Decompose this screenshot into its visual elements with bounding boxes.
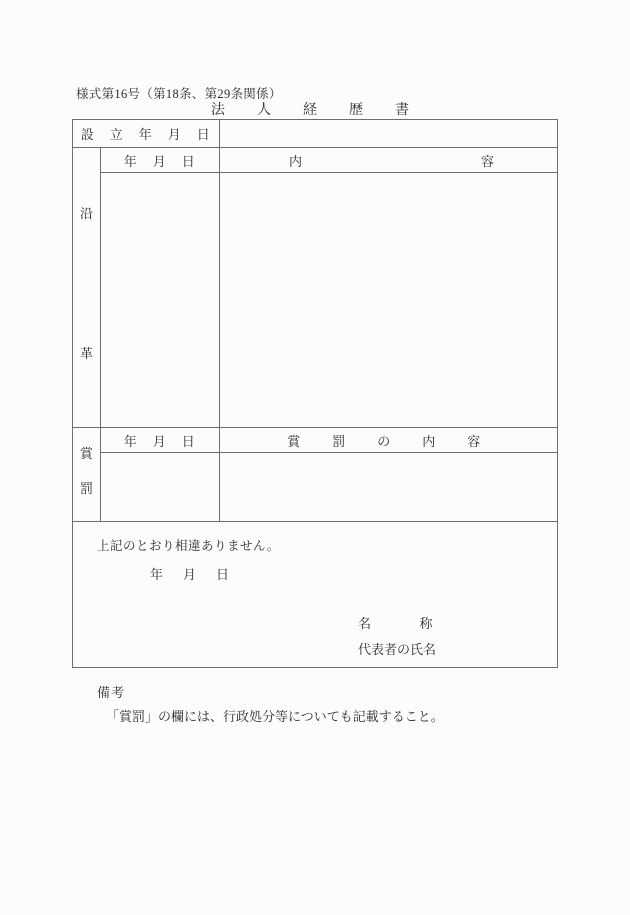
history-date-value-cell bbox=[101, 173, 220, 428]
rewards-content-value-cell bbox=[220, 453, 557, 522]
establishment-date-label: 設 立 年 月 日 bbox=[73, 120, 220, 148]
representative-name-label: 代表者の氏名 bbox=[358, 642, 437, 657]
establishment-date-value-cell bbox=[220, 120, 557, 148]
corporate-history-form-table bbox=[72, 119, 558, 668]
page-title: 法 人 経 歴 書 bbox=[211, 103, 418, 118]
rewards-label-char-2: 罰 bbox=[79, 481, 93, 496]
form-number: 様式第16号（第18条、第29条関係） bbox=[76, 87, 282, 101]
history-content-header-left: 内 bbox=[289, 153, 303, 169]
history-content-header-right: 容 bbox=[480, 153, 494, 169]
history-section-label bbox=[73, 148, 101, 428]
attestation-date-line: 年 月 日 bbox=[150, 567, 233, 582]
history-date-header: 年 月 日 bbox=[101, 148, 220, 173]
history-label-char-1: 沿 bbox=[79, 206, 93, 221]
history-content-header bbox=[220, 148, 557, 173]
history-label-char-2: 革 bbox=[79, 346, 93, 361]
rewards-punishments-section-label bbox=[73, 428, 101, 522]
rewards-date-value-cell bbox=[101, 453, 220, 522]
company-name-label: 名 称 bbox=[358, 616, 441, 631]
rewards-label-char-1: 賞 bbox=[79, 446, 93, 461]
rewards-date-header: 年 月 日 bbox=[101, 428, 220, 453]
history-content-value-cell bbox=[220, 173, 557, 428]
attestation-section bbox=[73, 522, 557, 667]
rewards-content-header: 賞 罰 の 内 容 bbox=[220, 428, 557, 453]
attestation-declaration: 上記のとおり相違ありません。 bbox=[97, 539, 280, 553]
note-item: 「賞罰」の欄には、行政処分等についても記載すること。 bbox=[106, 709, 444, 724]
notes-heading: 備考 bbox=[97, 685, 126, 700]
